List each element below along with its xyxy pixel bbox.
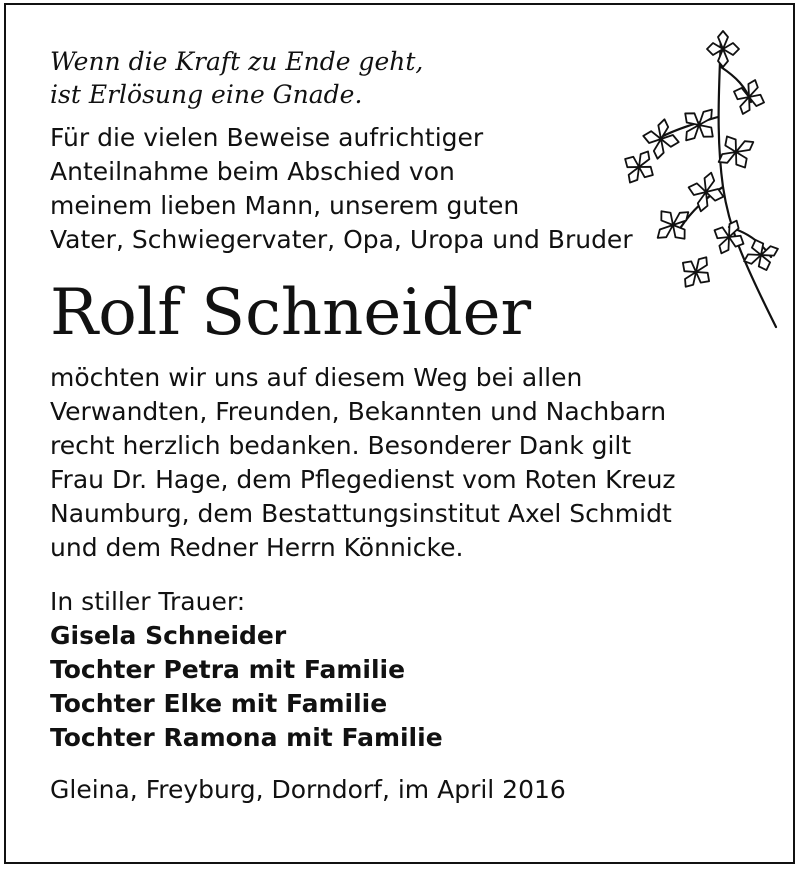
place-date: Gleina, Freyburg, Dorndorf, im April 2016 — [50, 775, 566, 804]
intro-line: Anteilnahme beim Abschied von — [50, 157, 455, 186]
quote-line: ist Erlösung eine Gnade. — [50, 80, 363, 109]
forsythia-branch-icon — [611, 27, 781, 337]
deceased-name: Rolf Schneider — [50, 276, 532, 350]
mourners-list — [50, 619, 770, 755]
thanks-text — [50, 361, 770, 565]
thanks-line: und dem Redner Herrn Könnicke. — [50, 533, 464, 562]
intro-line: Für die vielen Beweise aufrichtiger — [50, 123, 484, 152]
thanks-line: möchten wir uns auf diesem Weg bei allen — [50, 363, 583, 392]
mourner-name: Tochter Petra mit Familie — [50, 655, 406, 684]
quote-line: Wenn die Kraft zu Ende geht, — [50, 47, 424, 76]
mourner-name: Tochter Ramona mit Familie — [50, 723, 443, 752]
thanks-line: Frau Dr. Hage, dem Pflegedienst vom Roten Kreuz — [50, 465, 676, 494]
mourner-name: Tochter Elke mit Familie — [50, 689, 388, 718]
thanks-line: Naumburg, dem Bestattungsinstitut Axel Schmidt — [50, 499, 672, 528]
thanks-line: recht herzlich bedanken. Besonderer Dank gilt — [50, 431, 632, 460]
intro-line: Vater, Schwiegervater, Opa, Uropa und Bruder — [50, 225, 633, 254]
intro-line: meinem lieben Mann, unserem guten — [50, 191, 520, 220]
mourner-name: Gisela Schneider — [50, 621, 287, 650]
obituary-card — [4, 3, 795, 864]
thanks-line: Verwandten, Freunden, Bekannten und Nachbarn — [50, 397, 667, 426]
signoff: In stiller Trauer: — [50, 587, 246, 616]
